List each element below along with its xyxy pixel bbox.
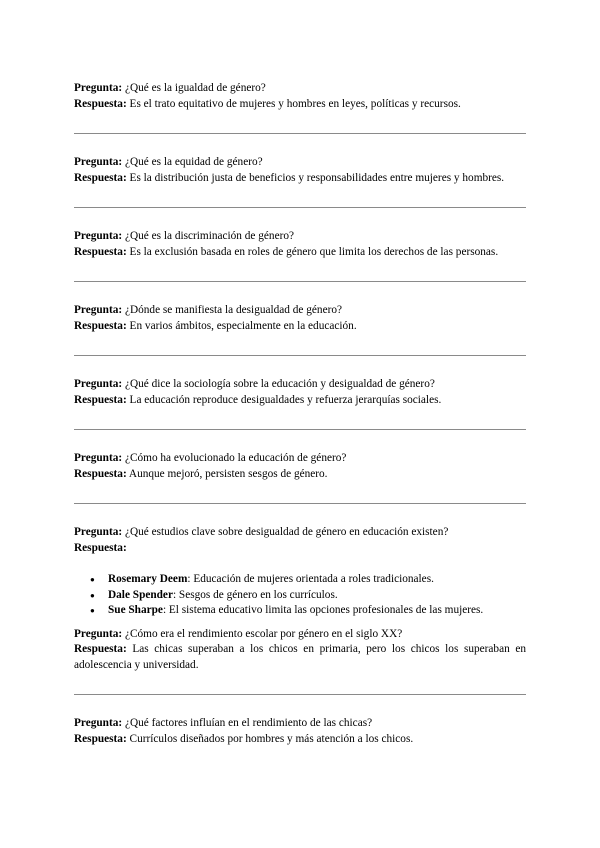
question-label: Pregunta: — [74, 452, 123, 464]
answer-text: Es la exclusión basada en roles de género que limita los derechos de las personas. — [129, 245, 499, 258]
question-label: Pregunta: — [74, 526, 123, 538]
separator — [74, 133, 526, 134]
question-label: Pregunta: — [74, 378, 123, 390]
answer-text: Es el trato equitativo de mujeres y hombres en leyes, políticas y recursos. — [129, 97, 461, 110]
question-line — [74, 303, 526, 319]
answer-line — [74, 541, 526, 557]
list-item — [92, 588, 526, 604]
answer-label: Respuesta: — [74, 643, 127, 655]
qa-item — [74, 155, 526, 186]
question-text: ¿Dónde se manifiesta la desigualdad de género? — [124, 304, 343, 316]
question-line — [74, 377, 526, 393]
question-label: Pregunta: — [74, 717, 123, 729]
separator — [74, 207, 526, 208]
answer-line — [74, 642, 526, 673]
answer-label: Respuesta: — [74, 97, 127, 110]
question-text: ¿Qué factores influían en el rendimiento de las chicas? — [124, 717, 373, 729]
separator — [74, 429, 526, 430]
list-item — [92, 572, 526, 588]
question-text: ¿Qué es la equidad de género? — [124, 156, 263, 168]
answer-label: Respuesta: — [74, 541, 127, 554]
question-text: ¿Cómo ha evolucionado la educación de género? — [124, 452, 347, 464]
answer-text: Aunque mejoró, persisten sesgos de género. — [128, 467, 328, 480]
question-label: Pregunta: — [74, 304, 123, 316]
answer-label: Respuesta: — [74, 171, 127, 184]
answer-label: Respuesta: — [74, 319, 127, 332]
study-author: Rosemary Deem — [108, 573, 188, 585]
study-author: Dale Spender — [108, 588, 173, 601]
qa-item — [74, 451, 526, 482]
answer-label: Respuesta: — [74, 245, 127, 258]
separator — [74, 355, 526, 356]
qa-item — [74, 377, 526, 408]
question-text: ¿Qué es la discriminación de género? — [124, 230, 295, 242]
question-line — [74, 451, 526, 467]
answer-line — [74, 97, 526, 113]
qa-item — [74, 81, 526, 112]
question-label: Pregunta: — [74, 230, 123, 242]
question-text: ¿Qué dice la sociología sobre la educación y desigualdad de género? — [124, 378, 435, 390]
question-line — [74, 81, 526, 97]
separator — [74, 694, 526, 695]
answer-label: Respuesta: — [74, 393, 127, 406]
qa-item — [74, 229, 526, 260]
separator — [74, 281, 526, 282]
question-label: Pregunta: — [74, 156, 123, 168]
list-item — [92, 603, 526, 619]
study-text: : El sistema educativo limita las opciones profesionales de las mujeres. — [162, 604, 484, 616]
question-line — [74, 525, 526, 541]
question-label: Pregunta: — [74, 82, 123, 94]
separator — [74, 503, 526, 504]
question-line — [74, 716, 526, 732]
question-line — [74, 229, 526, 245]
answer-line — [74, 319, 526, 335]
answer-label: Respuesta: — [74, 467, 127, 480]
studies-list — [74, 572, 526, 619]
answer-line — [74, 732, 526, 748]
study-text: : Educación de mujeres orientada a roles tradicionales. — [187, 573, 434, 585]
question-line — [74, 155, 526, 171]
qa-item — [74, 716, 526, 747]
study-text: : Sesgos de género en los currículos. — [172, 588, 338, 601]
qa-item — [74, 303, 526, 334]
answer-text: Las chicas superaban a los chicos en primaria, pero los chicos los superaban en adolescencia y universidad. — [74, 643, 526, 671]
answer-line — [74, 467, 526, 483]
answer-line — [74, 171, 526, 187]
question-line — [74, 627, 526, 643]
qa-item — [74, 525, 526, 619]
question-label: Pregunta: — [74, 627, 123, 640]
answer-line — [74, 393, 526, 409]
answer-line — [74, 245, 526, 261]
answer-text: En varios ámbitos, especialmente en la educación. — [129, 319, 357, 332]
answer-text: Es la distribución justa de beneficios y responsabilidades entre mujeres y hombres. — [129, 171, 505, 184]
document-page — [74, 81, 526, 747]
answer-text: La educación reproduce desigualdades y refuerza jerarquías sociales. — [129, 393, 442, 406]
question-text: ¿Qué es la igualdad de género? — [124, 82, 266, 94]
question-text: ¿Cómo era el rendimiento escolar por género en el siglo XX? — [124, 627, 403, 640]
qa-item — [74, 627, 526, 674]
question-text: ¿Qué estudios clave sobre desigualdad de género en educación existen? — [124, 526, 449, 538]
answer-label: Respuesta: — [74, 732, 127, 745]
study-author: Sue Sharpe — [108, 604, 163, 616]
answer-text: Currículos diseñados por hombres y más atención a los chicos. — [129, 732, 414, 745]
